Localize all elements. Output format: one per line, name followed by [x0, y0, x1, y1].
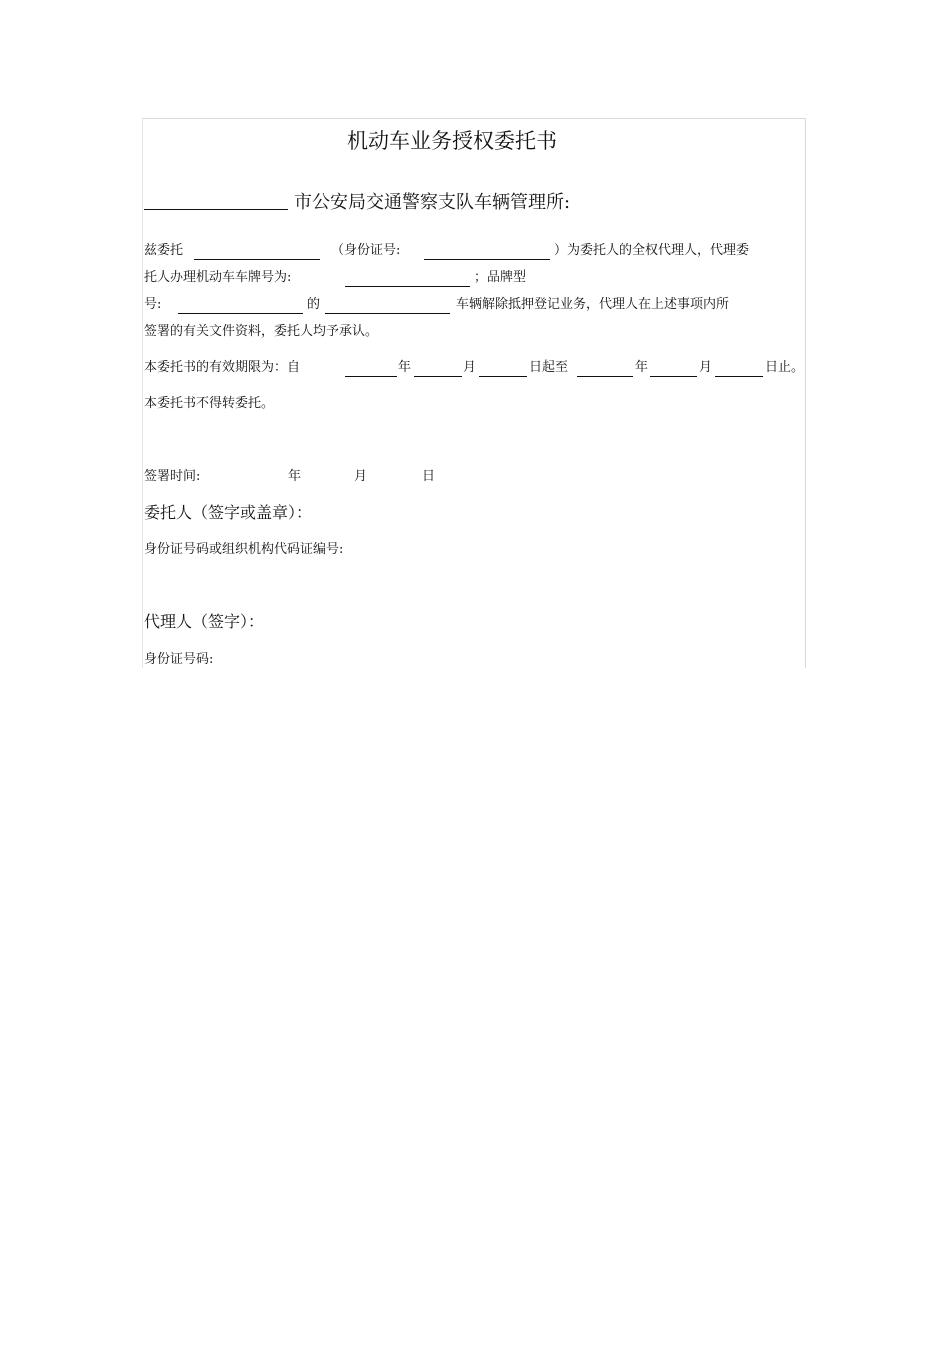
validity-year: 年: [398, 360, 412, 375]
validity-month: 月: [463, 360, 477, 375]
para1-line3-a: 号:: [144, 297, 162, 312]
blank-vehicle[interactable]: [325, 313, 450, 314]
agent-signature-label: 代理人（签字）：: [144, 612, 265, 631]
page-title: 机动车业务授权委托书: [347, 129, 557, 153]
blank-to-day[interactable]: [715, 376, 763, 377]
blank-agent-name[interactable]: [194, 259, 320, 260]
sign-time-year: 年: [288, 469, 302, 484]
validity-prefix: 本委托书的有效期限为：自: [144, 360, 301, 375]
blank-city[interactable]: [144, 209, 288, 210]
para1-line1-c: ）为委托人的全权代理人，代理委: [554, 243, 750, 258]
validity-until: 日止。: [765, 360, 805, 375]
sign-time-month: 月: [354, 469, 368, 484]
para1-line1-a: 兹委托: [144, 243, 184, 258]
blank-brand-model[interactable]: [178, 313, 303, 314]
agent-id-label: 身份证号码:: [144, 652, 214, 667]
para1-line4: 签署的有关文件资料，委托人均予承认。: [144, 324, 379, 339]
addressee-text: 市公安局交通警察支队车辆管理所:: [294, 192, 571, 213]
para1-line2-b: ；品牌型: [474, 270, 527, 285]
principal-id-label: 身份证号码或组织机构代码证编号:: [144, 542, 344, 557]
blank-agent-id[interactable]: [424, 259, 550, 260]
para1-line2-a: 托人办理机动车车牌号为:: [144, 270, 292, 285]
blank-plate-number[interactable]: [345, 286, 470, 287]
blank-to-year[interactable]: [577, 376, 633, 377]
blank-to-month[interactable]: [650, 376, 697, 377]
sign-time-label: 签署时间:: [144, 469, 201, 484]
para1-line1-b: （身份证号:: [331, 243, 401, 258]
blank-from-day[interactable]: [479, 376, 527, 377]
no-transfer-note: 本委托书不得转委托。: [144, 396, 275, 411]
validity-from: 日起至: [529, 360, 569, 375]
para1-line3-c: 车辆解除抵押登记业务，代理人在上述事项内所: [456, 297, 730, 312]
principal-signature-label: 委托人（签字或盖章）：: [144, 503, 313, 522]
blank-from-month[interactable]: [414, 376, 462, 377]
para1-line3-b: 的: [307, 297, 321, 312]
sign-time-day: 日: [422, 469, 436, 484]
validity-year2: 年: [635, 360, 649, 375]
blank-from-year[interactable]: [345, 376, 397, 377]
validity-month2: 月: [699, 360, 713, 375]
